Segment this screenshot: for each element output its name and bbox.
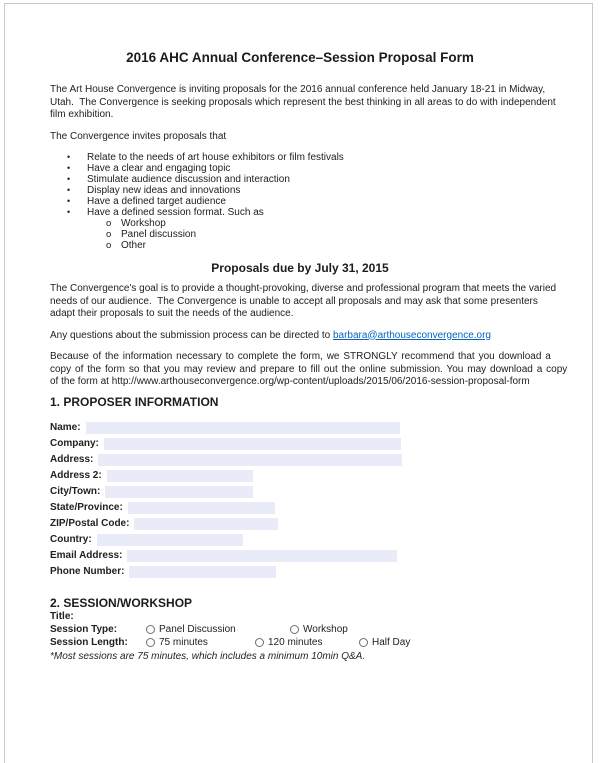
- radio-button-icon[interactable]: [290, 625, 299, 634]
- paragraph-line: copy of the form so that you may review and prepare to fill out the online submission. You may download a copy: [50, 363, 568, 375]
- form-row-phone: [50, 564, 276, 580]
- sub-bullet-icon: o: [106, 229, 112, 240]
- section2-heading: 2. SESSION/WORKSHOP: [50, 595, 193, 610]
- invite-lead: The Convergence invites proposals that: [50, 130, 227, 142]
- bullet-icon: •: [67, 152, 71, 162]
- sub-bullet-text: Workshop: [121, 218, 166, 229]
- bullet-text: Stimulate audience discussion and interaction: [87, 174, 290, 185]
- session-type-label: Session Type:: [50, 623, 118, 635]
- radio-button-icon[interactable]: [255, 638, 264, 647]
- address2-input[interactable]: [107, 470, 253, 482]
- field-label: Country:: [50, 534, 92, 545]
- questions-text: Any questions about the submission process can be directed to: [50, 329, 333, 341]
- download-paragraph: [50, 351, 568, 389]
- phone-input[interactable]: [129, 566, 276, 578]
- field-label: Name:: [50, 422, 81, 433]
- session-title-label: Title:: [50, 610, 74, 622]
- session-note: *Most sessions are 75 minutes, which includes a minimum 10min Q&A.: [50, 651, 366, 662]
- session-length-label: Session Length:: [50, 637, 128, 649]
- radio-option-label: Panel Discussion: [159, 623, 236, 635]
- bullet-item: [67, 152, 550, 163]
- country-input[interactable]: [97, 534, 243, 546]
- field-label: Address:: [50, 454, 94, 465]
- radio-button-icon[interactable]: [146, 638, 155, 647]
- form-row-address2: [50, 468, 253, 484]
- document-page: [4, 3, 593, 763]
- bullet-icon: •: [67, 174, 71, 184]
- session-type-row: [50, 623, 550, 637]
- company-input[interactable]: [104, 438, 401, 450]
- zip-input[interactable]: [134, 518, 278, 530]
- paragraph-line: adapt their proposals to suit the needs of the audience.: [50, 308, 294, 319]
- field-label: City/Town:: [50, 486, 101, 497]
- form-row-city: [50, 484, 253, 500]
- intro-paragraph: [50, 84, 556, 122]
- paragraph-line: The Convergence's goal is to provide a thought-provoking, diverse and professional program that meets the varied: [50, 283, 557, 294]
- radio-option-120-minutes[interactable]: [255, 637, 359, 648]
- bullet-text: Have a defined target audience: [87, 196, 226, 207]
- sub-bullet-icon: o: [106, 240, 112, 251]
- field-label: Address 2:: [50, 470, 102, 481]
- sub-bullet-item: [106, 229, 550, 240]
- paragraph-line: Utah. The Convergence is seeking proposals which represent the best thinking in all areas to do with independent: [50, 96, 556, 108]
- form-row-company: [50, 436, 401, 452]
- goal-paragraph: [50, 283, 557, 321]
- bullet-text: Relate to the needs of art house exhibitors or film festivals: [87, 152, 344, 163]
- form-row-name: [50, 420, 400, 436]
- session-length-row: [50, 636, 550, 650]
- questions-line: [50, 330, 550, 343]
- bullet-text: Have a defined session format. Such as: [87, 207, 264, 218]
- radio-option-label: 75 minutes: [159, 637, 208, 649]
- sub-bullet-icon: o: [106, 218, 112, 229]
- sub-bullet-text: Other: [121, 240, 147, 251]
- radio-option-panel-discussion[interactable]: [146, 624, 290, 635]
- bullet-icon: •: [67, 185, 71, 195]
- email-link[interactable]: barbara@arthouseconvergence.org: [332, 329, 491, 341]
- radio-option-workshop[interactable]: [290, 624, 348, 635]
- invite-bullet-list: [50, 152, 550, 251]
- radio-button-icon[interactable]: [146, 625, 155, 634]
- paragraph-line: film exhibition.: [50, 109, 114, 120]
- field-label: ZIP/Postal Code:: [50, 518, 130, 529]
- radio-option-half-day[interactable]: [359, 637, 410, 648]
- field-label: Phone Number:: [50, 566, 125, 577]
- name-input[interactable]: [86, 422, 400, 434]
- form-row-state: [50, 500, 275, 516]
- bullet-text: Display new ideas and innovations: [87, 185, 241, 196]
- field-label: Company:: [50, 438, 99, 449]
- bullet-item: [67, 207, 550, 218]
- address-input[interactable]: [98, 454, 402, 466]
- form-row-zip: [50, 516, 278, 532]
- bullet-icon: •: [67, 163, 71, 173]
- radio-option-75-minutes[interactable]: [146, 637, 255, 648]
- radio-option-label: Workshop: [303, 623, 348, 635]
- paragraph-line: of the form at http://www.arthouseconvergence.org/wp-content/uploads/2015/06/2016-session-proposal-form: [50, 376, 530, 387]
- bullet-icon: •: [67, 207, 71, 217]
- bullet-text: Have a clear and engaging topic: [87, 163, 231, 174]
- paragraph-line: The Art House Convergence is inviting proposals for the 2016 annual conference held January 18-21 in Midway,: [50, 84, 546, 95]
- radio-option-label: 120 minutes: [268, 637, 323, 649]
- radio-button-icon[interactable]: [359, 638, 368, 647]
- state-input[interactable]: [128, 502, 275, 514]
- form-row-address: [50, 452, 402, 468]
- radio-option-label: Half Day: [372, 637, 411, 649]
- email-input[interactable]: [127, 550, 397, 562]
- bullet-item: [67, 196, 550, 207]
- bullet-item: [67, 174, 550, 185]
- field-label: State/Province:: [50, 502, 123, 513]
- bullet-item: [67, 185, 550, 196]
- sub-bullet-text: Panel discussion: [121, 229, 197, 240]
- sub-bullet-item: [106, 218, 550, 229]
- sub-bullet-item: [106, 240, 550, 251]
- section1-heading: 1. PROPOSER INFORMATION: [50, 394, 219, 409]
- bullet-icon: •: [67, 196, 71, 206]
- field-label: Email Address:: [50, 550, 123, 561]
- page-title: 2016 AHC Annual Conference–Session Proposal Form: [126, 50, 474, 65]
- paragraph-line: Because of the information necessary to complete the form, we STRONGLY recommend that you download a: [50, 351, 551, 362]
- paragraph-line: needs of our audience. The Convergence is unable to accept all proposals and may ask that some presenters: [50, 295, 538, 307]
- proposer-form: [50, 420, 550, 580]
- due-date-heading: Proposals due by July 31, 2015: [211, 261, 389, 275]
- form-row-country: [50, 532, 243, 548]
- city-input[interactable]: [105, 486, 253, 498]
- form-row-email: [50, 548, 397, 564]
- bullet-item: [67, 163, 550, 174]
